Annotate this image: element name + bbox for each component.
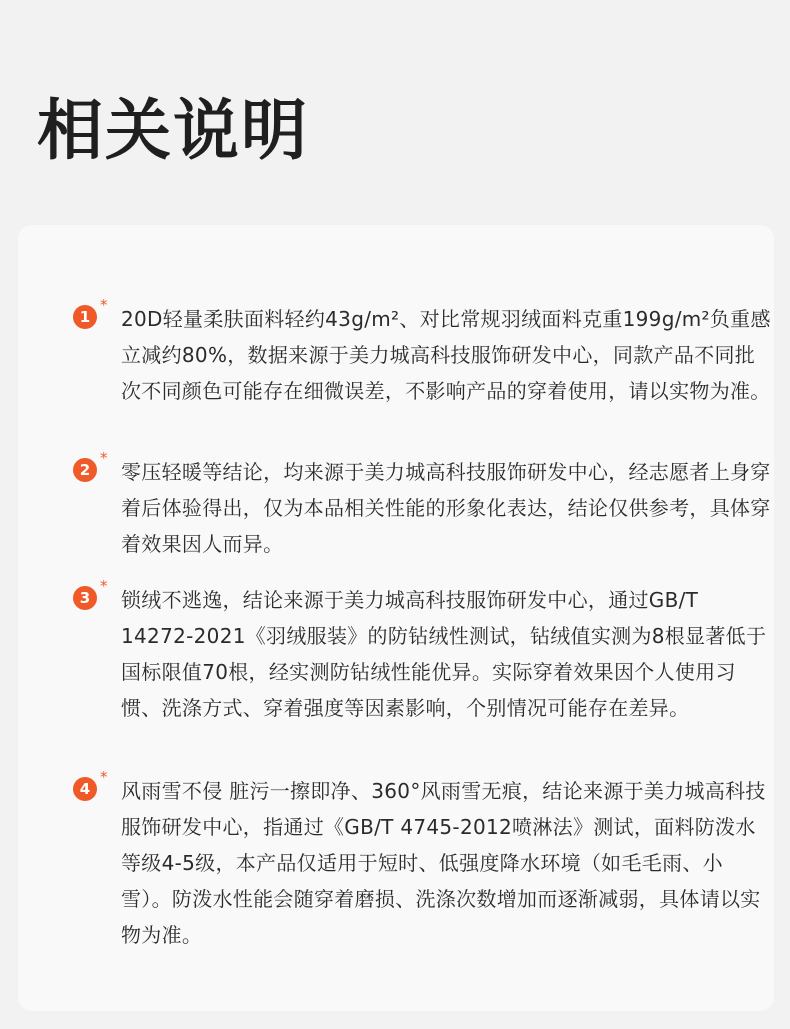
note-number-badge: 3 bbox=[73, 586, 97, 610]
note-item-2 bbox=[73, 449, 773, 562]
note-item-3 bbox=[73, 577, 773, 726]
page-title: 相关说明 bbox=[37, 92, 309, 169]
note-asterisk: * bbox=[100, 449, 108, 467]
note-text: 风雨雪不侵 脏污一擦即净、360°风雨雪无痕，结论来源于美力城高科技服饰研发中心，指通过《GB/T 4745-2012喷淋法》测试，面料防泼水等级4-5级，本产品仅适用于短时、低强度降水环境（如毛毛雨、小雪）。防泼水性能会随穿着磨损、洗涤次数增加而逐渐减弱，具体请以实物为准。 bbox=[121, 779, 766, 947]
note-number-badge: 4 bbox=[73, 777, 97, 801]
note-asterisk: * bbox=[100, 577, 108, 595]
note-number-badge: 1 bbox=[73, 305, 97, 329]
note-asterisk: * bbox=[100, 296, 108, 314]
note-text: 锁绒不逃逸，结论来源于美力城高科技服饰研发中心，通过GB/T 14272-2021《羽绒服装》的防钻绒性测试，钻绒值实测为8根显著低于国标限值70根，经实测防钻绒性能优异。实际穿着效果因个人使用习惯、洗涤方式、穿着强度等因素影响，个别情况可能存在差异。 bbox=[121, 588, 767, 720]
note-text: 20D轻量柔肤面料轻约43g/m²、对比常规羽绒面料克重199g/m²负重感立减约80%，数据来源于美力城高科技服饰研发中心，同款产品不同批次不同颜色可能存在细微误差，不影响产品的穿着使用，请以实物为准。 bbox=[121, 307, 771, 403]
note-item-4 bbox=[73, 768, 773, 953]
notes-card bbox=[18, 225, 774, 1011]
note-asterisk: * bbox=[100, 768, 108, 786]
note-item-1 bbox=[73, 296, 773, 409]
note-text: 零压轻暖等结论，均来源于美力城高科技服饰研发中心，经志愿者上身穿着后体验得出，仅为本品相关性能的形象化表达，结论仅供参考，具体穿着效果因人而异。 bbox=[121, 460, 771, 556]
note-number-badge: 2 bbox=[73, 458, 97, 482]
